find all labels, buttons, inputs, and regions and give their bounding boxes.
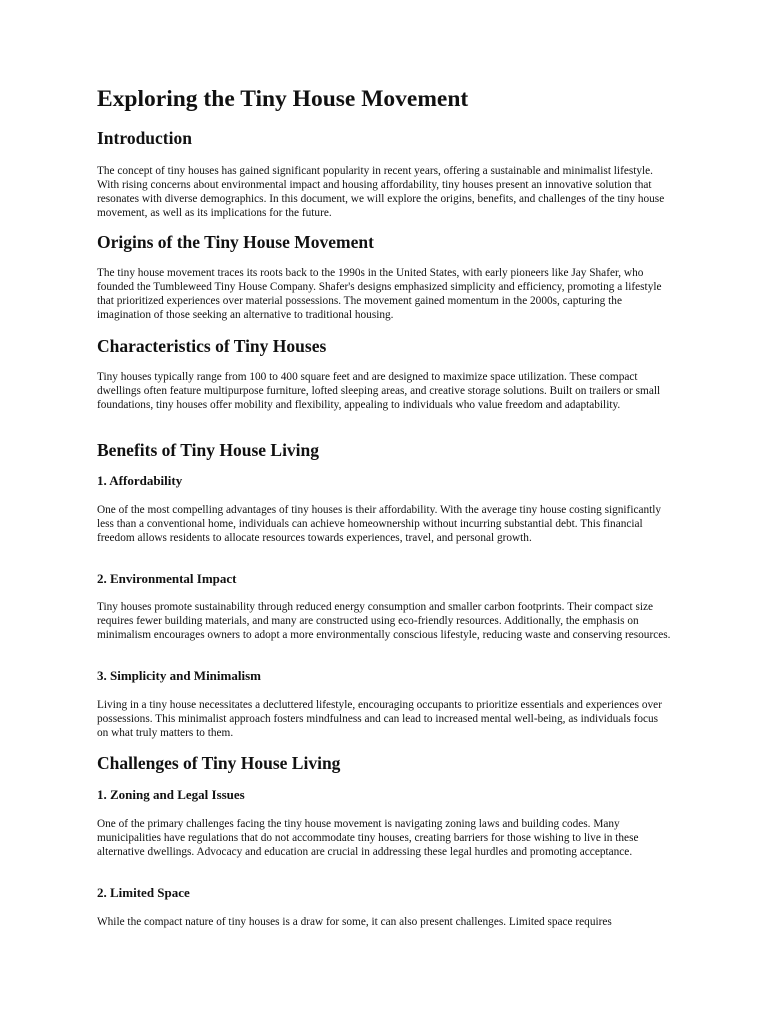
section-body-characteristics: Tiny houses typically range from 100 to 400 square feet and are designed to maximize space utilization. These compact dwellings often feature multipurpose furniture, lofted sleeping areas, and creative storage solutions. Built on trailers or small foundations, tiny houses offer mobility and flexibility, appealing to individuals who value freedom and adaptability. [97, 371, 661, 411]
section-heading-challenges: Challenges of Tiny House Living [97, 753, 341, 773]
subsection-body-zoning: One of the primary challenges facing the tiny house movement is navigating zoning laws and building codes. Many municipalities have regulations that do not accommodate tiny houses, creating barriers for those wishing to live in these alternative dwellings. Advocacy and education are crucial in addressing these legal hurdles and promoting acceptance. [97, 818, 639, 858]
subsection-heading-affordability: 1. Affordability [97, 473, 183, 488]
section-heading-characteristics: Characteristics of Tiny Houses [97, 336, 327, 356]
subsection-body-limited-space: While the compact nature of tiny houses is a draw for some, it can also present challenges. Limited space requires [97, 916, 612, 928]
subsection-body-environmental-impact: Tiny houses promote sustainability through reduced energy consumption and smaller carbon footprints. Their compact size requires fewer building materials, and many are constructed using eco-friendly resources. Additionally, the emphasis on minimalism encourages owners to adopt a more environmentally conscious lifestyle, reducing waste and conserving resources. [97, 601, 671, 641]
subsection-body-affordability: One of the most compelling advantages of tiny houses is their affordability. With the average tiny house costing significantly less than a conventional home, individuals can achieve homeownership without incurring substantial debt. This financial freedom allows residents to allocate resources towards experiences, travel, and personal growth. [97, 504, 662, 544]
subsection-heading-simplicity: 3. Simplicity and Minimalism [97, 668, 261, 683]
section-heading-benefits: Benefits of Tiny House Living [97, 440, 320, 460]
section-heading-introduction: Introduction [97, 128, 192, 148]
subsection-body-simplicity: Living in a tiny house necessitates a decluttered lifestyle, encouraging occupants to prioritize essentials and experiences over possessions. This minimalist approach fosters mindfulness and can lead to increased mental well-being, as individuals focus on what truly matters to them. [97, 699, 662, 739]
subsection-heading-limited-space: 2. Limited Space [97, 885, 190, 900]
section-body-origins: The tiny house movement traces its roots back to the 1990s in the United States, with early pioneers like Jay Shafer, who founded the Tumbleweed Tiny House Company. Shafer's designs emphasized simplicity and efficiency, promoting a lifestyle that prioritized experiences over material possessions. The movement gained momentum in the 2000s, capturing the imagination of those seeking an alternative to traditional housing. [97, 267, 662, 321]
document-title: Exploring the Tiny House Movement [97, 86, 469, 112]
section-body-introduction: The concept of tiny houses has gained significant popularity in recent years, offering a sustainable and minimalist lifestyle. With rising concerns about environmental impact and housing affordability, tiny houses present an innovative solution that resonates with diverse demographics. In this document, we will explore the origins, benefits, and challenges of the tiny house movement, as well as its implications for the future. [97, 165, 665, 219]
section-heading-origins: Origins of the Tiny House Movement [97, 232, 374, 252]
subsection-heading-environmental-impact: 2. Environmental Impact [97, 571, 237, 586]
subsection-heading-zoning: 1. Zoning and Legal Issues [97, 787, 245, 802]
